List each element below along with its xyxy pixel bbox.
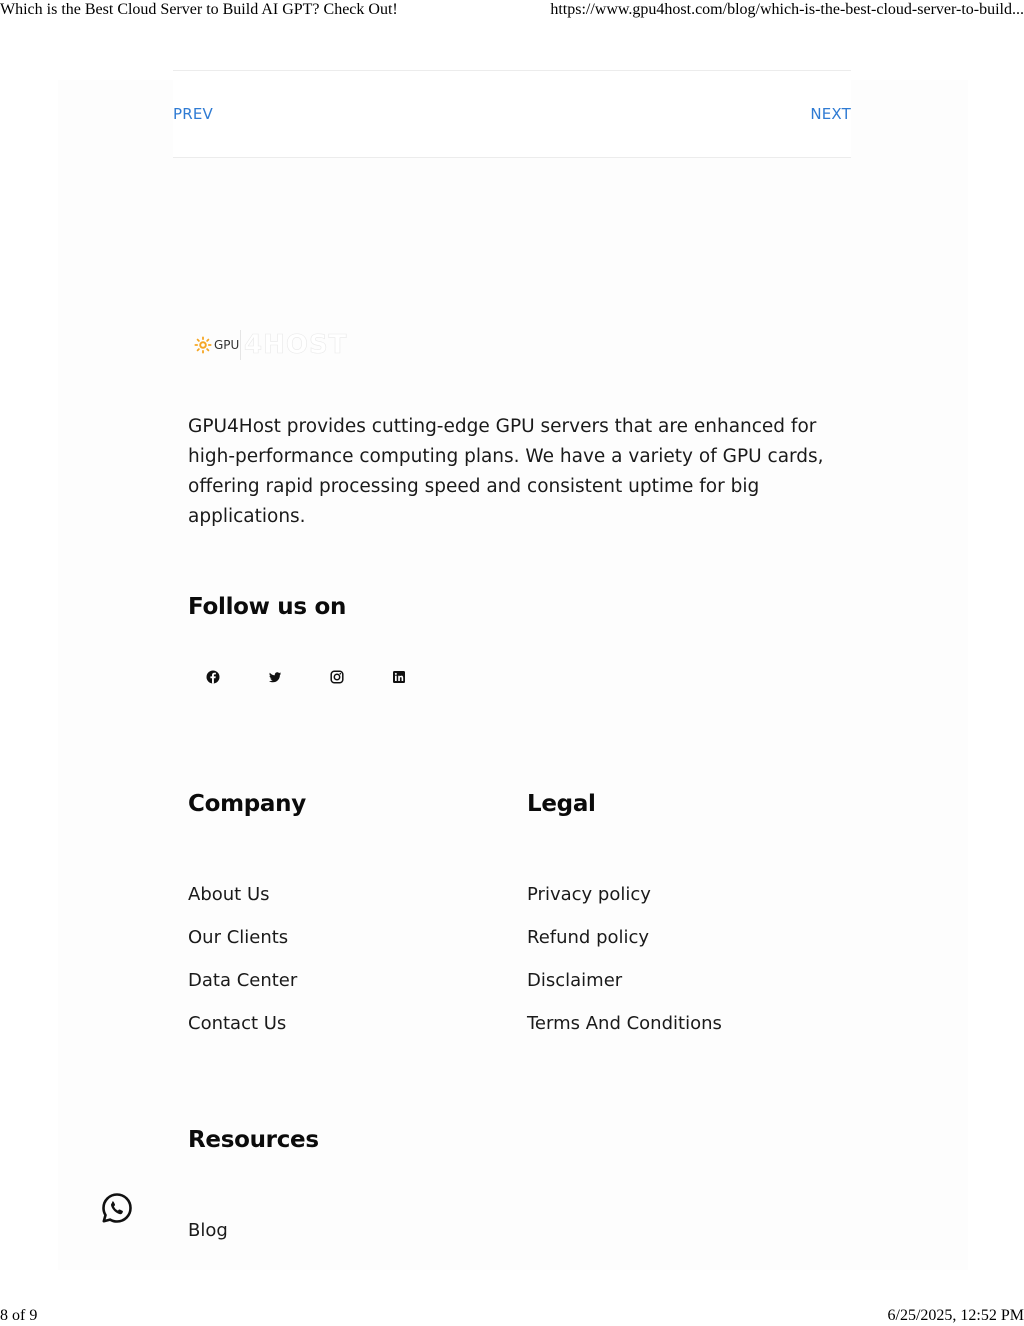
print-header-title: Which is the Best Cloud Server to Build AI GPT? Check Out! — [0, 1, 398, 18]
about-description: GPU4Host provides cutting-edge GPU servers that are enhanced for high-performance computing plans. We have a variety of GPU cards, offering rapid processing speed and consistent uptime for big applications. — [188, 416, 824, 527]
print-footer-datetime: 6/25/2025, 12:52 PM — [887, 1307, 1024, 1324]
contact-us-link[interactable]: Contact Us — [188, 1013, 287, 1034]
list-item — [527, 883, 722, 926]
sun-logo-icon — [194, 336, 212, 354]
terms-link[interactable]: Terms And Conditions — [527, 1013, 722, 1034]
company-heading: Company — [188, 791, 306, 817]
list-item — [188, 969, 297, 1012]
linkedin-link[interactable] — [389, 667, 409, 687]
list-item — [188, 1219, 228, 1262]
logo-divider — [240, 330, 241, 360]
blog-link[interactable]: Blog — [188, 1220, 228, 1241]
facebook-link[interactable] — [203, 667, 223, 687]
logo-host-text: 4HOST — [244, 330, 348, 360]
whatsapp-button[interactable] — [100, 1191, 134, 1225]
twitter-link[interactable] — [265, 667, 285, 687]
follow-heading: Follow us on — [188, 594, 347, 620]
legal-heading: Legal — [527, 791, 596, 817]
instagram-icon — [327, 667, 347, 687]
logo-gpu-text: GPU — [214, 338, 240, 352]
facebook-icon — [203, 667, 223, 687]
resources-heading: Resources — [188, 1127, 319, 1153]
about-us-link[interactable]: About Us — [188, 884, 270, 905]
refund-policy-link[interactable]: Refund policy — [527, 927, 650, 948]
data-center-link[interactable]: Data Center — [188, 970, 298, 991]
company-links — [188, 883, 297, 1055]
post-navigation — [173, 70, 851, 158]
instagram-link[interactable] — [327, 667, 347, 687]
list-item — [188, 926, 297, 969]
gpu4host-logo[interactable] — [192, 328, 362, 362]
resources-links — [188, 1219, 228, 1262]
prev-post-link[interactable]: PREV — [173, 105, 214, 123]
linkedin-icon — [389, 667, 409, 687]
list-item — [527, 926, 722, 969]
list-item — [188, 1012, 297, 1055]
disclaimer-link[interactable]: Disclaimer — [527, 970, 623, 991]
next-post-link[interactable]: NEXT — [810, 105, 851, 123]
print-footer-page-number: 8 of 9 — [0, 1307, 38, 1324]
whatsapp-icon — [100, 1191, 134, 1225]
list-item — [188, 883, 297, 926]
twitter-icon — [265, 667, 285, 687]
list-item — [527, 1012, 722, 1055]
print-header-url: https://www.gpu4host.com/blog/which-is-the-best-cloud-server-to-build... — [550, 1, 1024, 18]
page-background — [58, 80, 968, 1270]
list-item — [527, 969, 722, 1012]
privacy-policy-link[interactable]: Privacy policy — [527, 884, 651, 905]
our-clients-link[interactable]: Our Clients — [188, 927, 289, 948]
legal-links — [527, 883, 722, 1055]
